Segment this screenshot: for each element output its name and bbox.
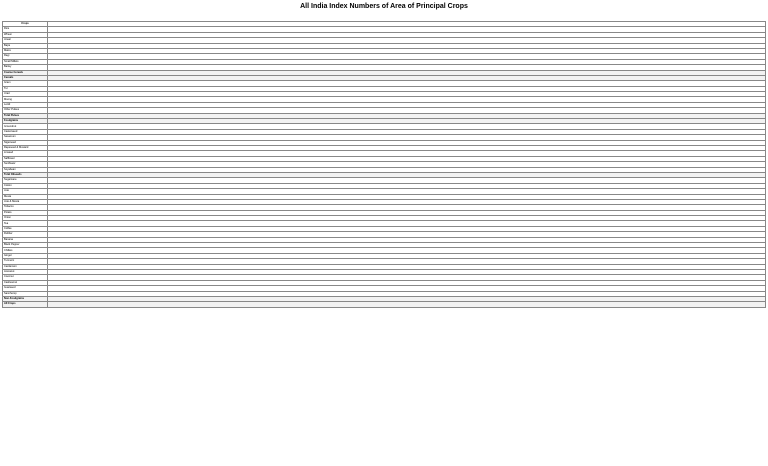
crop-name-cell: Non-Foodgrains [3, 296, 48, 301]
crop-name-cell: Cotton [3, 183, 48, 188]
crop-name-cell: Mesta [3, 194, 48, 199]
page-title: All India Index Numbers of Area of Principal Crops [300, 3, 468, 10]
crop-name-cell: Jute & Mesta [3, 199, 48, 204]
index-table [2, 21, 766, 308]
crop-name-cell: Nigerseed [3, 140, 48, 145]
crop-name-cell: Small Millets [3, 59, 48, 64]
crops-column-header: Crops [3, 22, 48, 27]
crop-name-cell: Sesamum [3, 135, 48, 140]
crop-name-cell: Linseed [3, 151, 48, 156]
crop-name-cell: Ragi [3, 54, 48, 59]
crop-name-cell: Total Pulses [3, 113, 48, 118]
crop-name-cell: Sugarcane [3, 178, 48, 183]
crop-name-cell: Ginger [3, 253, 48, 258]
crop-name-cell: Chillies [3, 248, 48, 253]
crop-name-cell: Turmeric [3, 259, 48, 264]
crop-name-cell: Foodgrains [3, 119, 48, 124]
crop-name-cell: Cashewnut [3, 280, 48, 285]
crop-name-cell: Onion [3, 216, 48, 221]
crop-name-cell: Rapeseed & Mustard [3, 145, 48, 150]
crop-name-cell: Rubber [3, 232, 48, 237]
crop-name-cell: Black Pepper [3, 243, 48, 248]
crop-name-cell: Potato [3, 210, 48, 215]
crop-name-cell: Bajra [3, 43, 48, 48]
crop-name-cell: Barley [3, 65, 48, 70]
crop-name-cell: Banana [3, 237, 48, 242]
crop-name-cell: Tea [3, 221, 48, 226]
crop-name-cell: Arecanut [3, 269, 48, 274]
crop-name-cell: Sannhemp [3, 291, 48, 296]
crop-name-cell: Coffee [3, 226, 48, 231]
value-cells [48, 302, 766, 307]
crop-name-cell: Groundnut [3, 124, 48, 129]
crop-name-cell: Jowar [3, 38, 48, 43]
crop-name-cell: Jute [3, 189, 48, 194]
crop-name-cell: Soyabean [3, 167, 48, 172]
crop-name-cell: All Crops [3, 302, 48, 307]
crop-name-cell: Maize [3, 48, 48, 53]
crop-name-cell: Wheat [3, 32, 48, 37]
crop-name-cell: Castorseed [3, 129, 48, 134]
crop-name-cell: Coarse Cereals [3, 70, 48, 75]
crop-name-cell: Safflower [3, 156, 48, 161]
crop-name-cell: Tobacco [3, 205, 48, 210]
crop-name-cell: Gram [3, 81, 48, 86]
crop-name-cell: Coconut [3, 275, 48, 280]
crop-name-cell: Cardamom [3, 264, 48, 269]
table-row [3, 302, 766, 307]
crop-name-cell: Moong [3, 97, 48, 102]
crop-name-cell: Lentil [3, 102, 48, 107]
crop-name-cell: Guarseed [3, 286, 48, 291]
crop-name-cell: Other Pulses [3, 108, 48, 113]
crop-name-cell: Cereals [3, 75, 48, 80]
crop-name-cell: Total Oilseeds [3, 172, 48, 177]
crop-name-cell: Sunflower [3, 162, 48, 167]
crop-name-cell: Urad [3, 92, 48, 97]
crop-name-cell: Rice [3, 27, 48, 32]
crop-name-cell: Tur [3, 86, 48, 91]
